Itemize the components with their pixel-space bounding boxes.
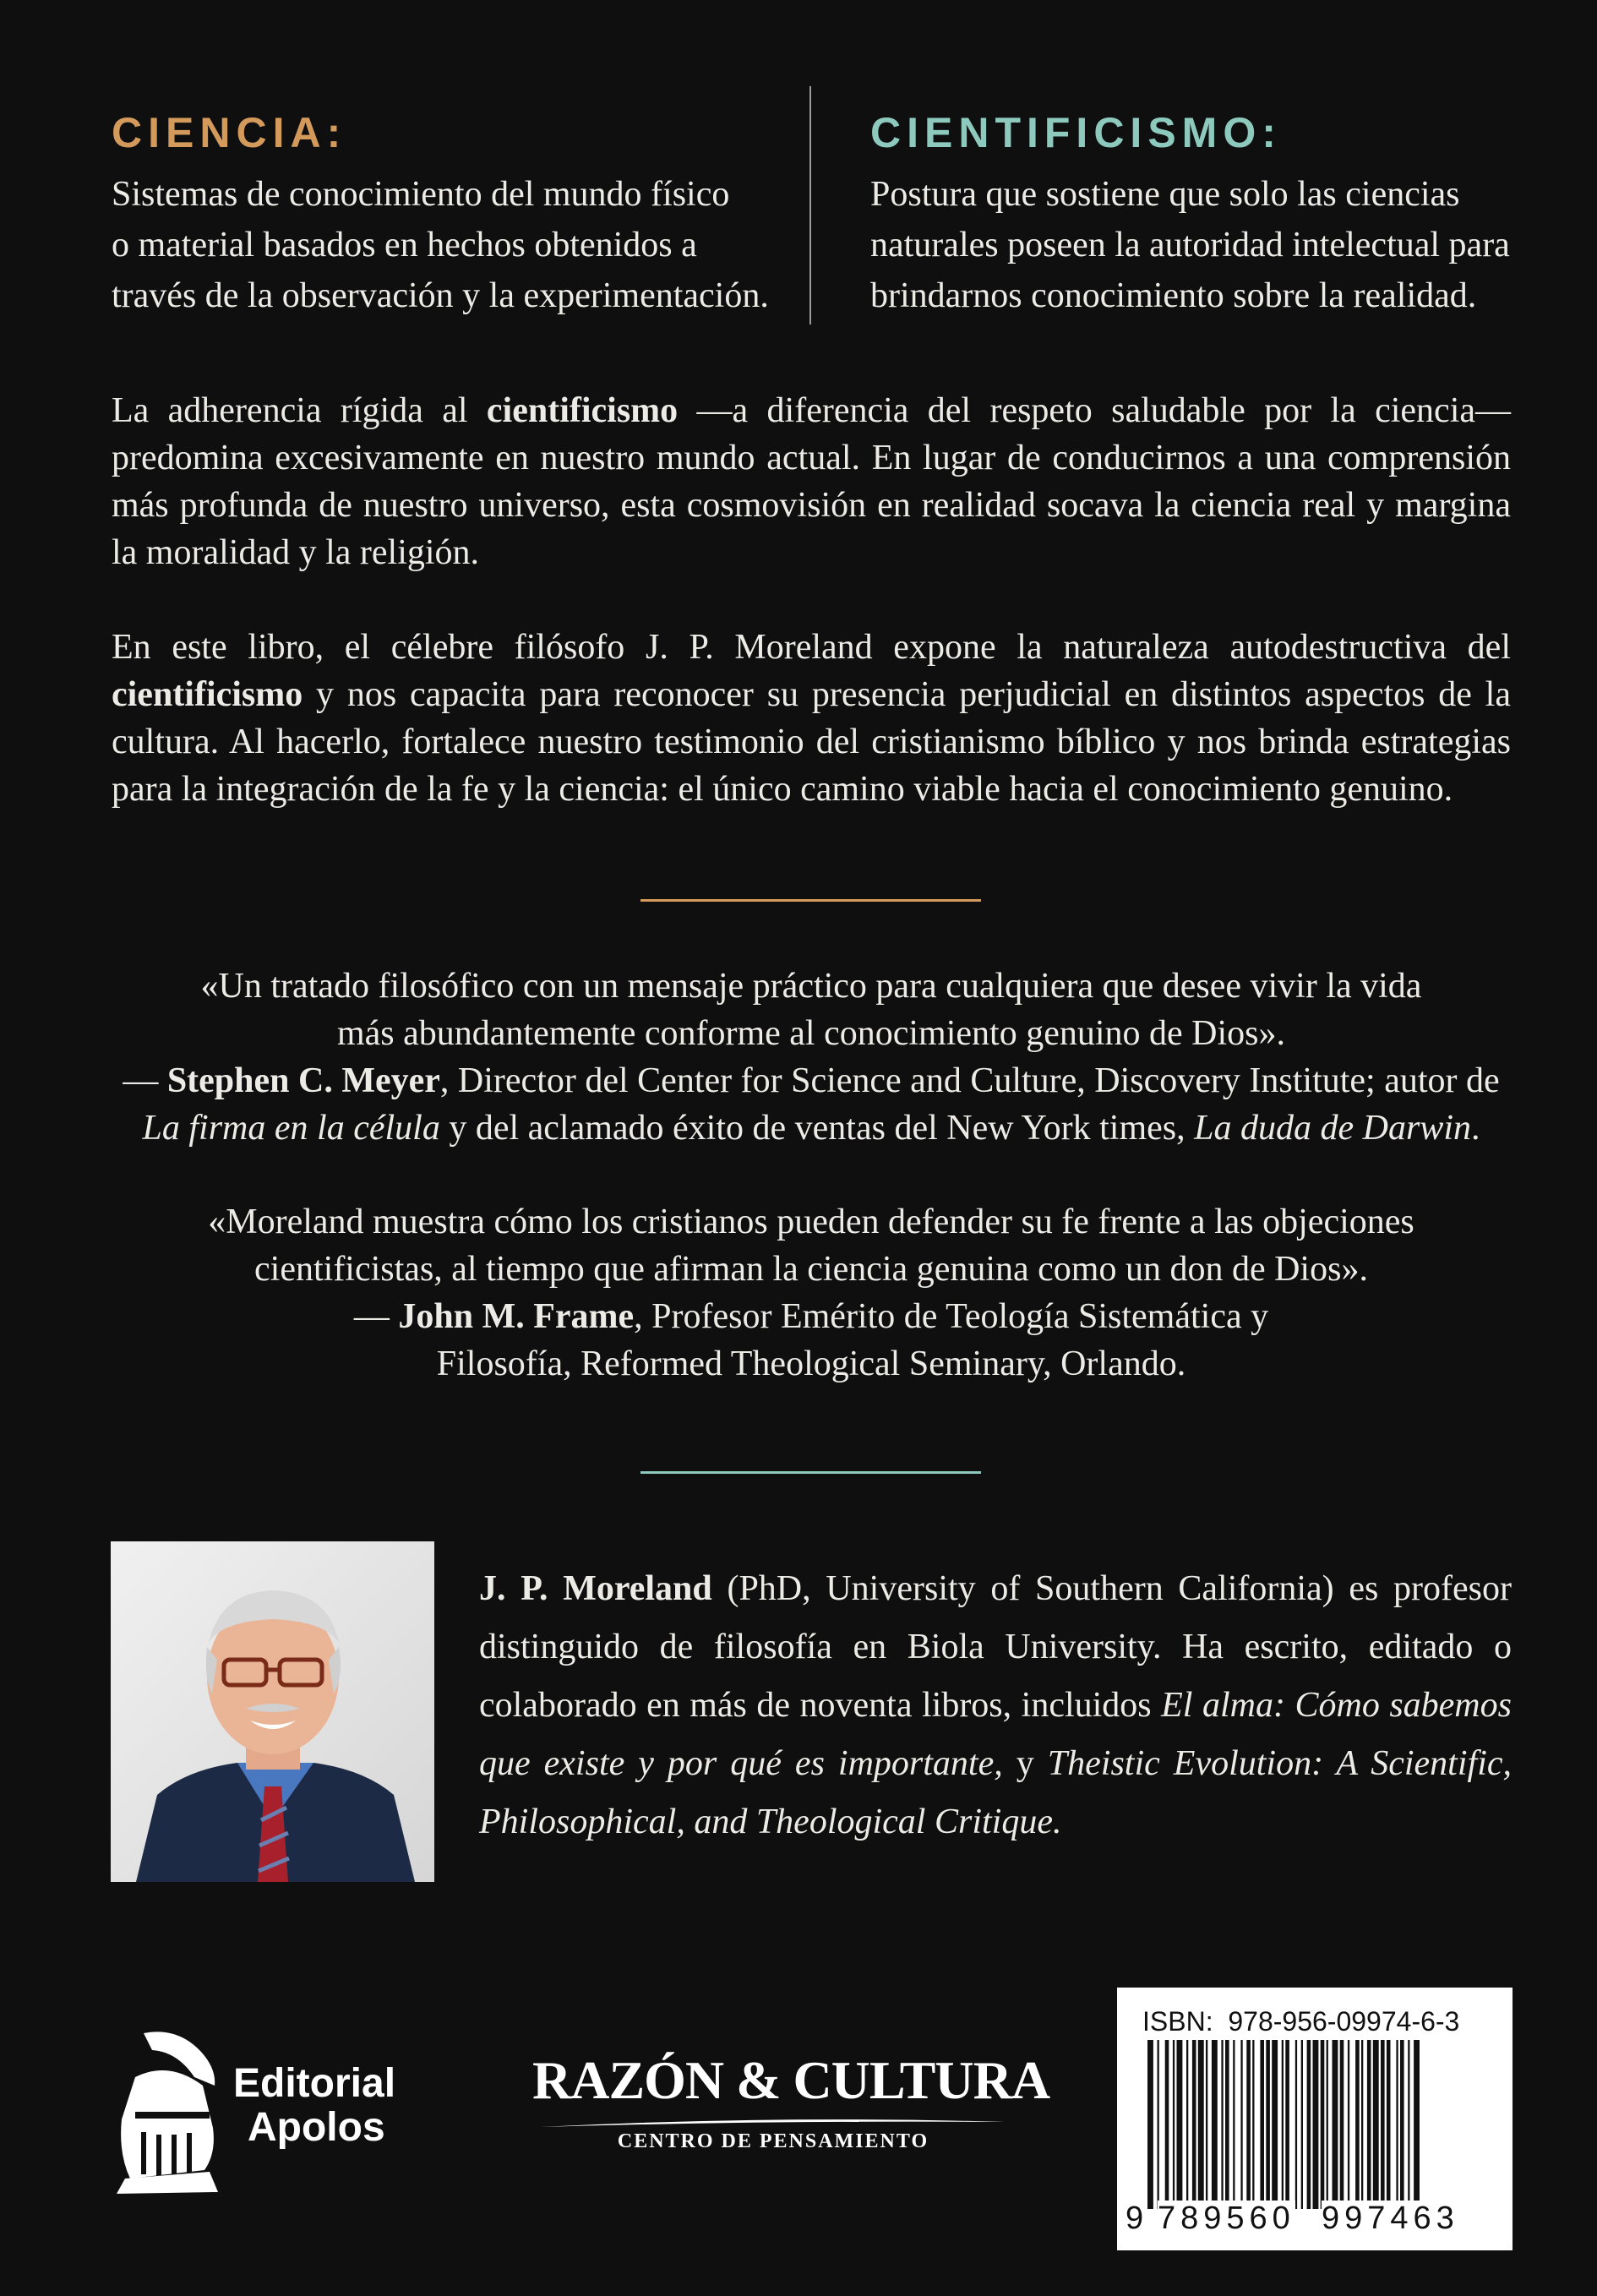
- book-title: El alma: Cómo sabemos que existe y por qué es importante,: [479, 1686, 1512, 1783]
- text-run: —: [123, 1061, 167, 1100]
- barcode-bar: [1414, 2040, 1420, 2209]
- book-title: Theistic Evolution: A Scientific, Philosophical, and Theological Critique.: [479, 1744, 1513, 1841]
- publisher-name-line-2: Apolos: [248, 2105, 385, 2150]
- barcode-bar: [1333, 2040, 1338, 2209]
- barcode-bar: [1348, 2040, 1349, 2209]
- barcode-bar: [1355, 2040, 1360, 2209]
- isbn-value: 978-956-09974-6-3: [1228, 2006, 1460, 2037]
- barcode-bar: [1301, 2040, 1303, 2209]
- barcode-bar: [1165, 2040, 1169, 2209]
- barcode-bar: [1361, 2040, 1363, 2209]
- text-run: (PhD, University of Southern California) es profesor distinguido de filosofía en Biola University. Ha escrito, editado o colaborado en más de noventa libros, incluidos: [479, 1569, 1512, 1725]
- endorsement-quote: «Un tratado filosófico con un mensaje práctico para cualquiera que desee vivir la vida más abundantemente conforme al conocimiento genuino de Dios».: [200, 967, 1422, 1053]
- endorser-name: John M. Frame: [398, 1297, 635, 1336]
- synopsis-paragraph-1: [112, 387, 1511, 576]
- barcode-bar: [1327, 2040, 1328, 2209]
- barcode-bar: [1225, 2040, 1229, 2209]
- cientificismo-definition: [870, 169, 1538, 321]
- endorsement-attribution: [112, 1293, 1511, 1388]
- divider-copper: [640, 899, 981, 902]
- isbn-text: [1142, 2006, 1459, 2037]
- vertical-divider: [809, 86, 811, 324]
- razon-cultura-logo: [532, 2049, 1050, 2159]
- barcode-digit-group: 9: [1126, 2201, 1149, 2236]
- text-run: , Director del Center for Science and Culture, Discovery Institute; autor de: [439, 1061, 1500, 1100]
- barcode-bar: [1321, 2040, 1325, 2209]
- synopsis-paragraph-2: [112, 624, 1511, 813]
- ciencia-heading: CIENCIA:: [112, 109, 347, 156]
- barcode-bar: [1198, 2040, 1204, 2209]
- barcode-bar: [1295, 2040, 1297, 2209]
- barcode-digit-group: 997463: [1322, 2201, 1459, 2236]
- publisher-subtitle: CENTRO DE PENSAMIENTO: [617, 2130, 929, 2152]
- author-name: J. P. Moreland: [479, 1569, 712, 1608]
- barcode-bar: [1212, 2040, 1218, 2209]
- text-run: .: [1470, 1109, 1480, 1148]
- endorser-name: Stephen C. Meyer: [166, 1061, 440, 1100]
- knight-helmet-icon: [110, 2026, 228, 2195]
- text-run: , Profesor Emérito de Teología Sistemática y Filosofía, Reformed Theological Seminary, Orlando.: [436, 1297, 1269, 1383]
- text-run: y: [1002, 1744, 1048, 1783]
- barcode-bar: [1252, 2040, 1254, 2209]
- barcode-bar: [1272, 2040, 1278, 2209]
- text-run: —a diferencia del respeto saludable por la ciencia— predomina excesivamente en nuestro mundo actual. En lugar de conducirnos a una comprensión más profunda de nuestro universo, esta cosmovisión en realidad socava la ciencia real y margina la moralidad y la religión.: [112, 391, 1512, 572]
- barcode-bar: [1173, 2040, 1175, 2209]
- publisher-name-line-1: Editorial: [233, 2061, 396, 2106]
- barcode-bar: [1367, 2040, 1371, 2209]
- publisher-title: RAZÓN & CULTURA: [532, 2050, 1050, 2110]
- barcode-bar: [1260, 2040, 1264, 2209]
- divider-teal: [640, 1471, 981, 1474]
- barcode-bar: [1177, 2040, 1183, 2209]
- barcode-bar: [1340, 2040, 1344, 2209]
- endorsement-quote: «Moreland muestra cómo los cristianos pueden defender su fe frente a las objeciones cientificistas, al tiempo que afirman la ciencia genuina como un don de Dios».: [208, 1203, 1414, 1289]
- barcode-bar: [1246, 2040, 1251, 2209]
- barcode-bar: [1158, 2040, 1159, 2209]
- endorsement-frame: [112, 1198, 1511, 1388]
- endorsement-meyer: [112, 963, 1511, 1152]
- editorial-apolos-logo: [110, 2026, 431, 2195]
- barcode-bar: [1307, 2040, 1311, 2209]
- cientificismo-heading: CIENTIFICISMO:: [870, 109, 1282, 156]
- text-run: y nos capacita para reconocer su presencia perjudicial en distintos aspectos de la cultura. Al hacerlo, fortalece nuestro testimonio del cristianismo bíblico y nos brinda estrategias para la integración de la fe y la ciencia: el único camino viable hacia el conocimiento genuino.: [112, 675, 1511, 809]
- barcode-bars: [1147, 2040, 1494, 2209]
- barcode-bar: [1282, 2040, 1284, 2209]
- definition-line: naturales poseen la autoridad intelectual para: [870, 226, 1510, 265]
- author-photo: [111, 1541, 434, 1882]
- barcode-bar: [1192, 2040, 1196, 2209]
- author-portrait: [111, 1541, 434, 1882]
- barcode-bar: [1408, 2040, 1409, 2209]
- barcode-bar: [1266, 2040, 1270, 2209]
- book-title: La duda de Darwin: [1194, 1109, 1471, 1148]
- author-bio: [479, 1560, 1512, 1852]
- swoosh-icon: [532, 2115, 1014, 2132]
- isbn-label: ISBN:: [1142, 2006, 1213, 2037]
- definition-line: o material basados en hechos obtenidos a: [112, 226, 697, 265]
- barcode-bar: [1373, 2040, 1379, 2209]
- ciencia-definition: [112, 169, 804, 321]
- barcode-bar: [1186, 2040, 1188, 2209]
- bold-term: cientificismo: [486, 391, 679, 430]
- barcode-bar: [1381, 2040, 1385, 2209]
- text-run: En este libro, el célebre filósofo J. P. Moreland expone la naturaleza autodestructiva del: [112, 628, 1511, 667]
- definition-line: brindarnos conocimiento sobre la realidad.: [870, 276, 1477, 315]
- barcode-bar: [1285, 2040, 1289, 2209]
- barcode-bar: [1313, 2040, 1319, 2209]
- text-run: La adherencia rígida al: [112, 391, 487, 430]
- barcode-bar: [1206, 2040, 1207, 2209]
- book-title: La firma en la célula: [142, 1109, 440, 1148]
- barcode-bar: [1400, 2040, 1404, 2209]
- barcode-bar: [1147, 2040, 1153, 2209]
- text-run: —: [353, 1297, 399, 1336]
- endorsement-attribution: [112, 1057, 1511, 1152]
- definition-line: través de la observación y la experimentación.: [112, 276, 769, 315]
- definition-line: Postura que sostiene que solo las ciencias: [870, 175, 1460, 214]
- isbn-barcode: [1117, 1988, 1513, 2250]
- text-run: y del aclamado éxito de ventas del New York times,: [439, 1109, 1195, 1148]
- barcode-bar: [1233, 2040, 1235, 2209]
- barcode-bar: [1240, 2040, 1242, 2209]
- bold-term: cientificismo: [112, 675, 303, 714]
- barcode-bar: [1396, 2040, 1398, 2209]
- barcode-bar: [1387, 2040, 1391, 2209]
- definition-line: Sistemas de conocimiento del mundo físico: [112, 175, 730, 214]
- barcode-bar: [1221, 2040, 1223, 2209]
- barcode-digit-group: 789560: [1158, 2201, 1295, 2236]
